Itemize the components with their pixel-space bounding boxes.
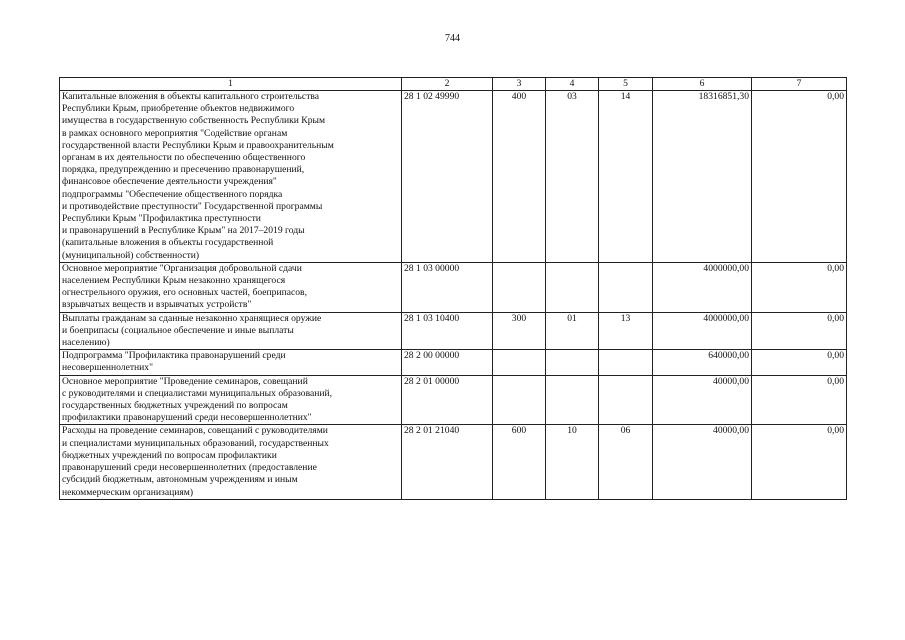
column-header-5: 5: [599, 78, 653, 91]
table-row: [60, 350, 847, 375]
expense-type-code-cell: 600: [493, 425, 546, 499]
column-header-1: 1: [60, 78, 402, 91]
table-row: [60, 425, 847, 499]
subsection-code-cell: 06: [599, 425, 653, 499]
amount-cell: 640000,00: [653, 350, 752, 375]
amount-cell: 4000000,00: [653, 262, 752, 312]
budget-table: [59, 77, 847, 500]
amount-cell: 0,00: [752, 375, 847, 425]
expense-type-code-cell: [493, 375, 546, 425]
expense-type-code-cell: [493, 262, 546, 312]
expense-name-cell: Выплаты гражданам за сданные незаконно хранящиеся оружие и боеприпасы (социальное обеспечение и иные выплаты населению): [60, 312, 402, 350]
column-header-7: 7: [752, 78, 847, 91]
amount-cell: 0,00: [752, 262, 847, 312]
expense-type-code-cell: [493, 350, 546, 375]
section-code-cell: 03: [546, 91, 599, 263]
target-article-code-cell: 28 1 03 10400: [402, 312, 493, 350]
amount-cell: 0,00: [752, 350, 847, 375]
column-header-6: 6: [653, 78, 752, 91]
amount-cell: 40000,00: [653, 375, 752, 425]
subsection-code-cell: [599, 262, 653, 312]
target-article-code-cell: 28 1 02 49990: [402, 91, 493, 263]
expense-name-cell: Расходы на проведение семинаров, совещаний с руководителями и специалистами муниципальных образований, государственных бюджетных учреждений по вопросам профилактики правонарушений среди несовершеннолетних (предоставление субсидий бюджетным, автономным учреждениям и иным некоммерческим организациям): [60, 425, 402, 499]
expense-name-cell: Капитальные вложения в объекты капитального строительства Республики Крым, приобретение объектов недвижимого имущества в государственную собственность Республики Крым в рамках основного мероприятия "Содействие органам государственной власти Республики Крым и правоохранительным органам в их деятельности по обеспечению общественного порядка, предупреждению и пресечению правонарушений, финансовое обеспечение деятельности учреждения" подпрограммы "Обеспечение общественного порядка и противодействие преступности" Государственной программы Республики Крым "Профилактика преступности и правонарушений в Республике Крым" на 2017–2019 годы (капитальные вложения в объекты государственной (муниципальной) собственности): [60, 91, 402, 263]
amount-cell: 0,00: [752, 425, 847, 499]
target-article-code-cell: 28 2 01 21040: [402, 425, 493, 499]
expense-name-cell: Основное мероприятие "Организация добровольной сдачи населением Республики Крым незаконно хранящегося огнестрельного оружия, его основных частей, боеприпасов, взрывчатых веществ и взрывчатых устройств": [60, 262, 402, 312]
column-header-2: 2: [402, 78, 493, 91]
amount-cell: 0,00: [752, 312, 847, 350]
section-code-cell: [546, 375, 599, 425]
target-article-code-cell: 28 1 03 00000: [402, 262, 493, 312]
expense-name-cell: Подпрограмма "Профилактика правонарушений среди несовершеннолетних": [60, 350, 402, 375]
expense-type-code-cell: 400: [493, 91, 546, 263]
column-header-4: 4: [546, 78, 599, 91]
table-row: [60, 262, 847, 312]
page-number: 744: [445, 33, 460, 44]
amount-cell: 0,00: [752, 91, 847, 263]
table-row: [60, 91, 847, 263]
subsection-code-cell: 14: [599, 91, 653, 263]
column-header-3: 3: [493, 78, 546, 91]
amount-cell: 4000000,00: [653, 312, 752, 350]
section-code-cell: [546, 350, 599, 375]
subsection-code-cell: [599, 350, 653, 375]
subsection-code-cell: 13: [599, 312, 653, 350]
amount-cell: 18316851,30: [653, 91, 752, 263]
amount-cell: 40000,00: [653, 425, 752, 499]
expense-type-code-cell: 300: [493, 312, 546, 350]
section-code-cell: [546, 262, 599, 312]
target-article-code-cell: 28 2 00 00000: [402, 350, 493, 375]
target-article-code-cell: 28 2 01 00000: [402, 375, 493, 425]
table-row: [60, 312, 847, 350]
section-code-cell: 01: [546, 312, 599, 350]
expense-name-cell: Основное мероприятие "Проведение семинаров, совещаний с руководителями и специалистами муниципальных образований, государственных бюджетных учреждений по вопросам профилактики правонарушений среди несовершеннолетних": [60, 375, 402, 425]
column-number-row: [60, 78, 847, 91]
subsection-code-cell: [599, 375, 653, 425]
section-code-cell: 10: [546, 425, 599, 499]
table-row: [60, 375, 847, 425]
